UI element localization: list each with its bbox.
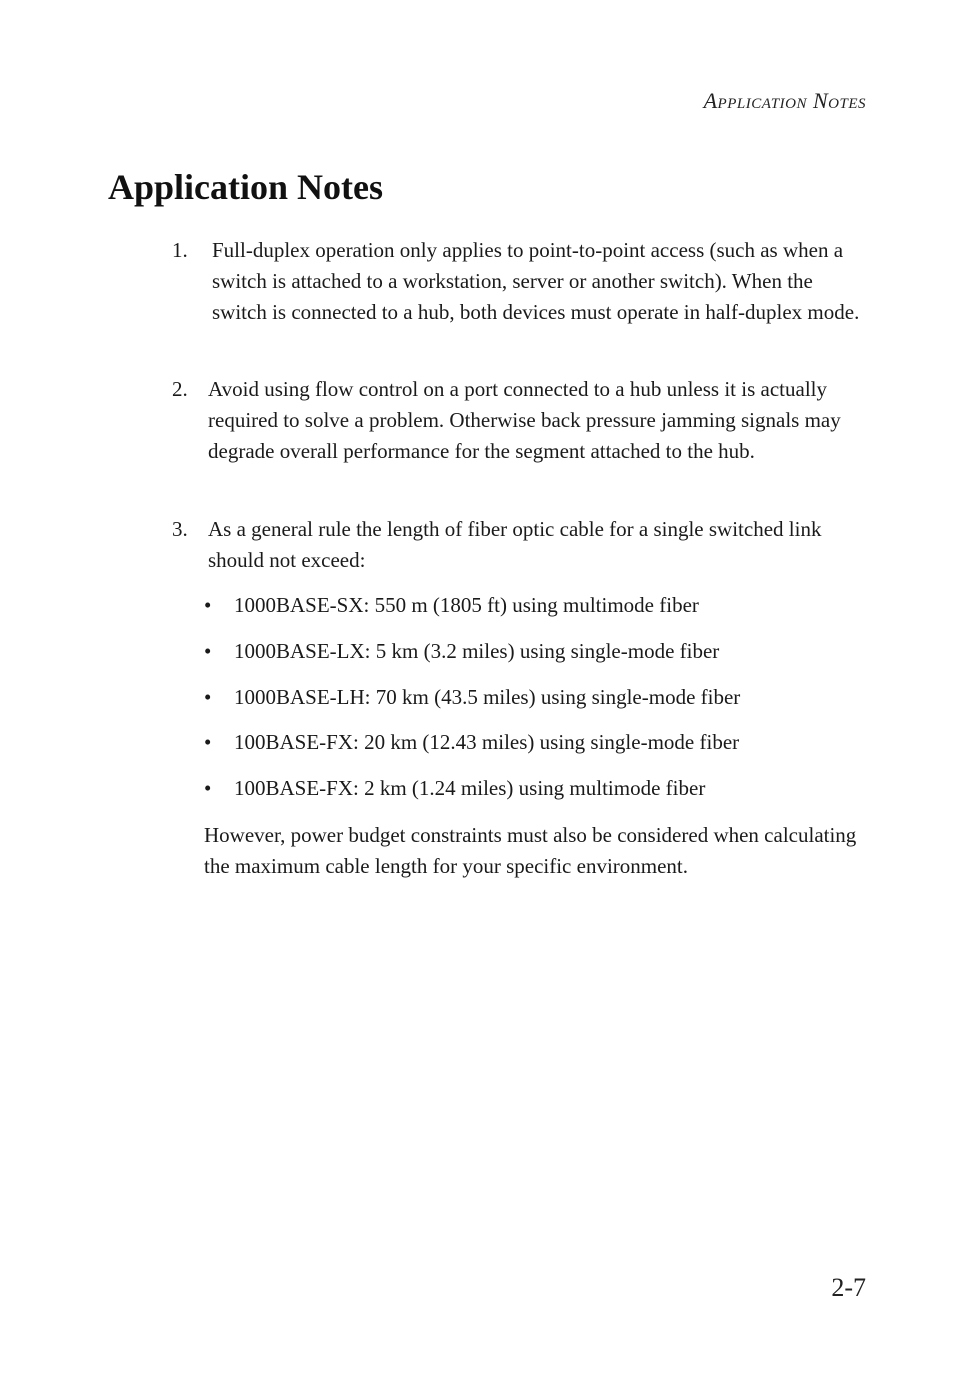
bullet-item bbox=[204, 727, 739, 758]
page-title: Application Notes bbox=[108, 167, 384, 207]
running-header: Application Notes bbox=[703, 88, 866, 113]
bullet-icon: • bbox=[204, 593, 212, 617]
note-text: Full-duplex operation only applies to point-to-point access (such as when a switch is attached to a workstation, server or another switch). When the switch is connected to a hub, both devices must operate in half-duplex mode. bbox=[212, 238, 860, 324]
bullet-icon: • bbox=[204, 685, 212, 709]
bullet-item bbox=[204, 590, 699, 621]
note-item bbox=[172, 374, 872, 467]
note-item bbox=[172, 235, 872, 328]
bullet-text: 1000BASE-LH: 70 km (43.5 miles) using single-mode fiber bbox=[234, 685, 741, 709]
note-number: 3. bbox=[172, 517, 188, 541]
bullet-item bbox=[204, 773, 705, 804]
bullet-icon: • bbox=[204, 639, 212, 663]
bullet-icon: • bbox=[204, 730, 212, 754]
page-number: 2-7 bbox=[831, 1273, 866, 1302]
note-number: 1. bbox=[172, 238, 188, 262]
note-text: Avoid using flow control on a port connected to a hub unless it is actually required to solve a problem. Otherwise back pressure jamming signals may degrade overall performance for the segment attached to the hub. bbox=[208, 377, 841, 463]
note-number: 2. bbox=[172, 377, 188, 401]
bullet-text: 1000BASE-LX: 5 km (3.2 miles) using single-mode fiber bbox=[234, 639, 720, 663]
bullet-text: 100BASE-FX: 2 km (1.24 miles) using multimode fiber bbox=[234, 776, 706, 800]
bullet-text: 1000BASE-SX: 550 m (1805 ft) using multimode fiber bbox=[234, 593, 699, 617]
bullet-item bbox=[204, 636, 719, 667]
bullet-icon: • bbox=[204, 776, 212, 800]
closing-paragraph: However, power budget constraints must also be considered when calculating the maximum cable length for your specific environment. bbox=[204, 823, 857, 878]
bullet-item bbox=[204, 682, 740, 713]
note-item bbox=[172, 514, 872, 576]
bullet-text: 100BASE-FX: 20 km (12.43 miles) using single-mode fiber bbox=[234, 730, 740, 754]
note-text: As a general rule the length of fiber optic cable for a single switched link should not exceed: bbox=[208, 517, 822, 572]
